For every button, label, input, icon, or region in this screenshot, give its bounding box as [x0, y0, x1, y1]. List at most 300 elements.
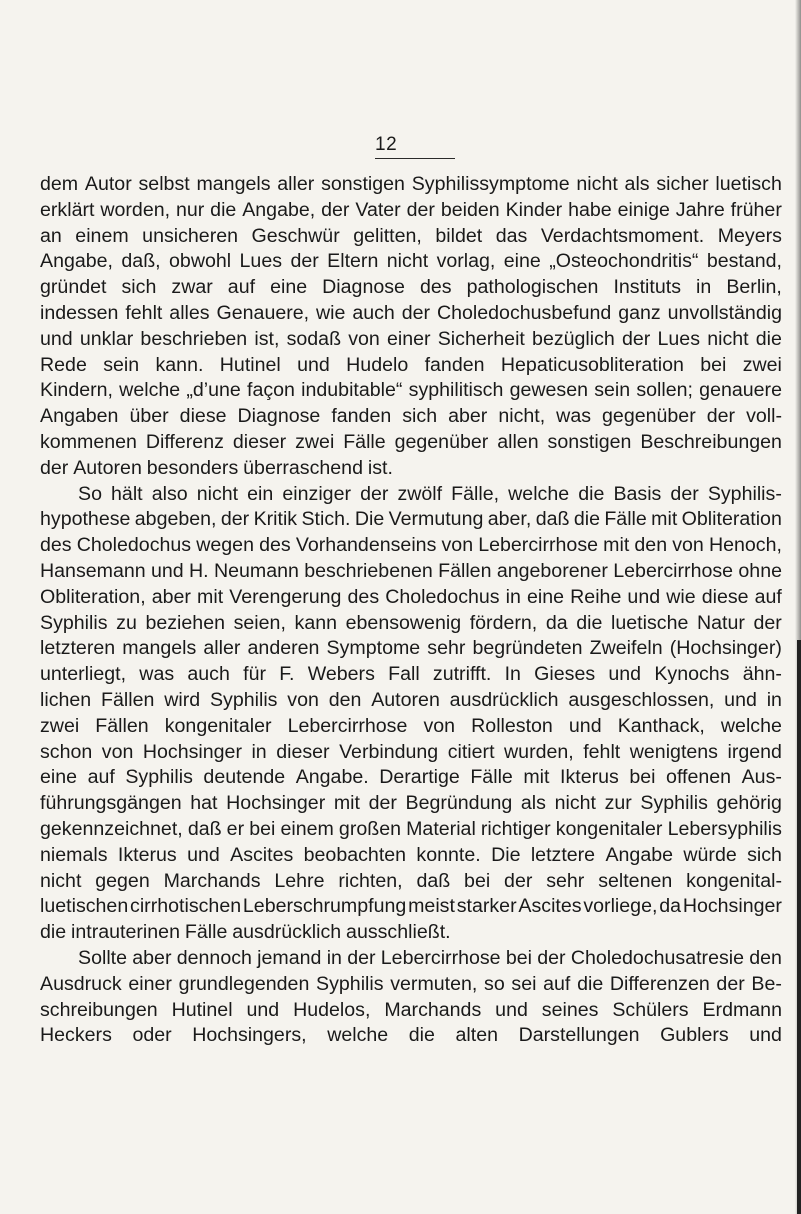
word: schreibungen [40, 998, 158, 1021]
word: der [368, 792, 397, 815]
text-line [40, 378, 782, 404]
word: Choledochus [385, 585, 500, 608]
word: auf [87, 766, 115, 789]
word: mit [603, 534, 630, 557]
word: von [287, 688, 319, 711]
word: Ascites [230, 843, 294, 866]
word: die [578, 482, 605, 505]
word: als [520, 792, 546, 815]
word: großen [338, 817, 402, 840]
word: die [755, 327, 782, 350]
word: H. [189, 559, 209, 582]
word: wenigtens [629, 740, 718, 763]
word: Vermutung [388, 508, 484, 531]
word: Aus- [741, 766, 782, 789]
word: und [724, 688, 757, 711]
text-line [40, 533, 782, 559]
word: sehr [546, 869, 585, 892]
page-number: 12 [375, 134, 398, 155]
word: vermuten, [390, 972, 478, 995]
word: worden, [100, 198, 171, 221]
word: Marchands [384, 998, 482, 1021]
word: des [259, 534, 291, 557]
word: beiden [440, 198, 500, 221]
word: Diagnose [237, 405, 321, 428]
word: Rolleston [471, 714, 553, 737]
word: die [210, 198, 237, 221]
word: kommenen [40, 430, 137, 453]
word: zur [604, 792, 632, 815]
word: Die [354, 508, 385, 531]
word: einziger [282, 482, 351, 505]
word: bei [505, 946, 532, 969]
word: Lebercirrhose [380, 946, 501, 969]
word: bestand, [706, 250, 782, 273]
word: vorliege, [583, 895, 658, 918]
text-line [40, 662, 782, 688]
word: letzteren [40, 637, 116, 660]
word: von [423, 714, 456, 737]
word: von [672, 534, 704, 557]
word: Marchands [163, 869, 261, 892]
word: in [251, 740, 267, 763]
word: ein [247, 482, 274, 505]
word: des [419, 276, 452, 299]
word: fehlt [125, 301, 163, 324]
word: gelitten, [353, 224, 422, 247]
word: Lebersyphilis [667, 817, 782, 840]
word: nicht [707, 327, 749, 350]
word: beschrieben [140, 327, 248, 350]
word: Diagnose [322, 276, 405, 299]
word: Vorhandenseins [295, 534, 437, 557]
word: luetische [611, 611, 689, 634]
word: abgeben, [134, 508, 217, 531]
word: sonstigen [321, 173, 405, 195]
word: Hochsinger [226, 792, 326, 815]
word: sollen; [636, 379, 693, 402]
word: aber [132, 946, 172, 969]
word: Hochsinger [682, 895, 782, 918]
word: nur [175, 198, 205, 221]
word: von [348, 327, 380, 350]
word: der [347, 946, 376, 969]
word: ausdrücklich [449, 688, 559, 711]
text-line [40, 869, 782, 895]
word: Jahre [675, 198, 725, 221]
word: pathologischen [466, 276, 599, 299]
text-line [40, 1023, 782, 1049]
word: Material [406, 817, 476, 840]
word: Leberschrumpfung [242, 895, 407, 918]
word: nicht [40, 869, 82, 892]
word: In [504, 663, 521, 686]
word: eine [270, 276, 308, 299]
word: unklar [79, 327, 134, 350]
word: was [139, 663, 175, 686]
word: die [577, 972, 604, 995]
text-line [40, 585, 782, 611]
word: Eltern [327, 250, 379, 273]
word: Hepaticusobliteration [500, 353, 684, 376]
word: anderen [247, 637, 320, 660]
word: unterliegt, [40, 663, 127, 686]
text-line [40, 636, 782, 662]
text-line [40, 353, 782, 379]
word: des [40, 534, 72, 557]
word: einer [128, 972, 172, 995]
word: ausdrücklich [232, 921, 342, 944]
word: auf [754, 585, 782, 608]
word: (Hochsinger) [669, 637, 782, 660]
word: nicht [196, 482, 239, 505]
word: Fällen [95, 714, 149, 737]
word: Fälle [343, 430, 386, 453]
word: der [706, 405, 736, 428]
word: Basis [613, 482, 662, 505]
text-line [40, 249, 782, 275]
word: der [622, 327, 651, 350]
word: ausschließt. [346, 921, 451, 944]
word: Berlin, [726, 276, 782, 299]
word: Meyers [717, 224, 782, 247]
word: sei [511, 972, 537, 995]
word: Henoch, [708, 534, 782, 557]
text-line [40, 275, 782, 301]
word: nicht [386, 250, 429, 273]
word: so [484, 972, 505, 995]
word: einem [75, 224, 129, 247]
word: niemals [40, 843, 108, 866]
word: alles [169, 301, 210, 324]
word: nicht, [498, 405, 546, 428]
text-line [40, 765, 782, 791]
word: fehlt [583, 740, 621, 763]
word: der [716, 972, 745, 995]
word: Sicherheit [437, 327, 525, 350]
word: auf [543, 972, 571, 995]
word: seltenen [598, 869, 673, 892]
word: Erdmann [702, 998, 782, 1021]
word: Stich. [301, 508, 351, 531]
word: welche [119, 379, 181, 402]
word: Ascites [518, 895, 582, 918]
text-line [40, 740, 782, 766]
word: auch [352, 301, 395, 324]
word: F. [279, 663, 295, 686]
word: der [537, 946, 566, 969]
word: in [505, 585, 521, 608]
word: Schülers [612, 998, 689, 1021]
word: Obliteration, [40, 585, 146, 608]
word: kann. [155, 353, 204, 376]
word: gründet [40, 276, 107, 299]
word: starker [456, 895, 517, 918]
word: zwei [40, 714, 80, 737]
body-text [40, 172, 782, 1049]
word: dem [40, 173, 79, 195]
word: Angaben [40, 405, 119, 428]
word: Angabe. [295, 766, 369, 789]
word: Geschwür [251, 224, 340, 247]
word: luetisch [715, 173, 782, 195]
word: Fällen [101, 688, 155, 711]
word: Lebercirrhose [287, 714, 408, 737]
word: mit [651, 508, 678, 531]
word: lichen [40, 688, 92, 711]
word: Syphilis [125, 766, 193, 789]
word: Kritik [253, 508, 298, 531]
word: zwölf [397, 482, 443, 505]
word: kongenitaler [555, 817, 663, 840]
word: die [573, 508, 600, 531]
word: „d’une [186, 379, 241, 402]
word: des [347, 585, 380, 608]
word: einer [386, 327, 431, 350]
word: als [624, 173, 650, 195]
text-line [40, 198, 782, 224]
word: bezüglich [532, 327, 615, 350]
word: ist, [254, 327, 280, 350]
word: schon [40, 740, 93, 763]
word: Gieses [534, 663, 596, 686]
word: bei [249, 817, 276, 840]
word: ebensowenig [345, 611, 462, 634]
word: der [504, 869, 533, 892]
word: wird [164, 688, 201, 711]
word: Fälle [184, 921, 228, 944]
word: Verdachtsmoment. [540, 224, 705, 247]
word: den [328, 688, 362, 711]
word: intrauterinen [71, 921, 180, 944]
word: und [246, 998, 280, 1021]
word: letztere [530, 843, 596, 866]
word: von [101, 740, 134, 763]
text-line [40, 611, 782, 637]
word: Verengerung [229, 585, 342, 608]
word: einem [280, 817, 334, 840]
text-line [40, 714, 782, 740]
word: Begründung [405, 792, 513, 815]
word: der [406, 198, 435, 221]
text-line [40, 894, 782, 920]
text-line [40, 998, 782, 1024]
word: die [408, 1024, 435, 1047]
word: mangels [122, 637, 197, 660]
word: und [187, 843, 220, 866]
word: fanden [424, 353, 485, 376]
word: Syphilis- [707, 482, 782, 505]
word: Beschreibungen [640, 430, 782, 453]
word: sein [594, 379, 631, 402]
word: Ikterus [117, 843, 177, 866]
word: angeborener [496, 559, 608, 582]
text-line [40, 920, 782, 946]
word: den [634, 534, 668, 557]
word: mit [197, 585, 224, 608]
word: über [129, 405, 169, 428]
text-line [40, 172, 782, 198]
word: für [243, 663, 266, 686]
word: führungsgängen [40, 792, 182, 815]
word: Gublers [660, 1024, 729, 1047]
word: Autoren [371, 688, 440, 711]
word: auch [187, 663, 230, 686]
word: gegen [95, 869, 150, 892]
word: unsicheren [142, 224, 239, 247]
word: sehr [427, 637, 466, 660]
word: obwohl [169, 250, 232, 273]
word: aber [448, 405, 488, 428]
word: indessen [40, 301, 119, 324]
word: aller [277, 173, 315, 195]
word: Lues [239, 250, 283, 273]
text-line [40, 327, 782, 353]
word: seien, [233, 611, 286, 634]
word: Kynochs [654, 663, 730, 686]
word: kann [294, 611, 338, 634]
word: offenen [666, 766, 732, 789]
word: gekennzeichnet, [40, 817, 183, 840]
word: und [150, 559, 184, 582]
word: in [326, 946, 342, 969]
word: zwar [171, 276, 213, 299]
word: Kanthack, [617, 714, 705, 737]
word: an [40, 224, 62, 247]
word: Syphilis [209, 688, 278, 711]
word: zutrifft. [432, 663, 492, 686]
word: den [749, 946, 782, 969]
word: nicht [576, 173, 618, 195]
word: citiert [447, 740, 495, 763]
word: Die [491, 843, 521, 866]
word: Differenz [145, 430, 224, 453]
word: wie [666, 585, 696, 608]
word: Hudelo [346, 353, 409, 376]
word: gewesen [509, 379, 589, 402]
word: welche [327, 1024, 389, 1047]
word: Rede [40, 353, 87, 376]
word: voll- [746, 405, 782, 428]
word: wurden, [504, 740, 574, 763]
word: aber, [487, 508, 532, 531]
word: gehörig [716, 792, 782, 815]
word: bildet [435, 224, 483, 247]
word: Reihe [570, 585, 622, 608]
word: richten, [338, 869, 403, 892]
text-line [40, 559, 782, 585]
word: Hutinel [219, 353, 281, 376]
word: erklärt [40, 198, 95, 221]
word: Be- [751, 972, 782, 995]
word: wegen [196, 534, 254, 557]
text-line [40, 404, 782, 430]
word: mit [523, 766, 550, 789]
text-line [40, 688, 782, 714]
word: Obliteration [681, 508, 782, 531]
word: Differenzen [609, 972, 710, 995]
word: daß [187, 817, 222, 840]
word: Neumann [213, 559, 299, 582]
word: Hochsingers, [192, 1024, 307, 1047]
word: nicht [554, 792, 596, 815]
word: gegenüber [394, 430, 489, 453]
word: indubitable“ [301, 379, 403, 402]
word: und [627, 585, 661, 608]
word: Syphilissymptome [411, 173, 570, 195]
word: und [568, 714, 602, 737]
word: das [495, 224, 528, 247]
word: Fälle [604, 508, 647, 531]
word: hat [190, 792, 218, 815]
word: richtiger [480, 817, 551, 840]
word: Syphilis [40, 611, 108, 634]
word: dennoch [176, 946, 252, 969]
word: zwei [742, 353, 782, 376]
word: Choledochusatresie [570, 946, 745, 969]
word: ist. [367, 456, 393, 479]
word: façon [247, 379, 295, 402]
text-line [40, 430, 782, 456]
word: Genauere, [216, 301, 310, 324]
word: daß [416, 869, 451, 892]
word: Zweifeln [589, 637, 663, 660]
word: eine [527, 585, 565, 608]
word: fanden [331, 405, 392, 428]
word: alten [455, 1024, 498, 1047]
word: Syphilis [640, 792, 708, 815]
word: Lues [657, 327, 701, 350]
word: diese [179, 405, 227, 428]
word: der [321, 198, 350, 221]
word: Angabe, [242, 198, 316, 221]
word: beobachten [303, 843, 407, 866]
word: cirrhotischen [130, 895, 242, 918]
word: welche [508, 482, 570, 505]
word: Natur [696, 611, 745, 634]
word: aber [151, 585, 191, 608]
word: habe [568, 198, 612, 221]
word: sich [121, 276, 157, 299]
word: begründeten [472, 637, 583, 660]
word: kongenitaler [164, 714, 272, 737]
word: daß [535, 508, 570, 531]
word: syphilitisch [408, 379, 504, 402]
word: Choledochusbefund [436, 301, 612, 324]
word: früher [730, 198, 782, 221]
word: Syphilis [316, 972, 384, 995]
word: beschriebenen [304, 559, 433, 582]
word: luetischen [40, 895, 129, 918]
word: die [576, 611, 603, 634]
word: und [40, 327, 73, 350]
page-number-underline [375, 158, 455, 159]
word: der [401, 301, 431, 324]
word: sein [103, 353, 140, 376]
word: Darstellungen [518, 1024, 640, 1047]
word: der [753, 611, 782, 634]
word: bei [700, 353, 727, 376]
word: was [556, 405, 592, 428]
word: Lehre [274, 869, 325, 892]
word: und [749, 1024, 782, 1047]
word: der [360, 482, 389, 505]
word: eine [40, 766, 78, 789]
word: Choledochus [76, 534, 192, 557]
word: in [696, 276, 712, 299]
word: mit [333, 792, 360, 815]
word: zwei [295, 430, 335, 453]
